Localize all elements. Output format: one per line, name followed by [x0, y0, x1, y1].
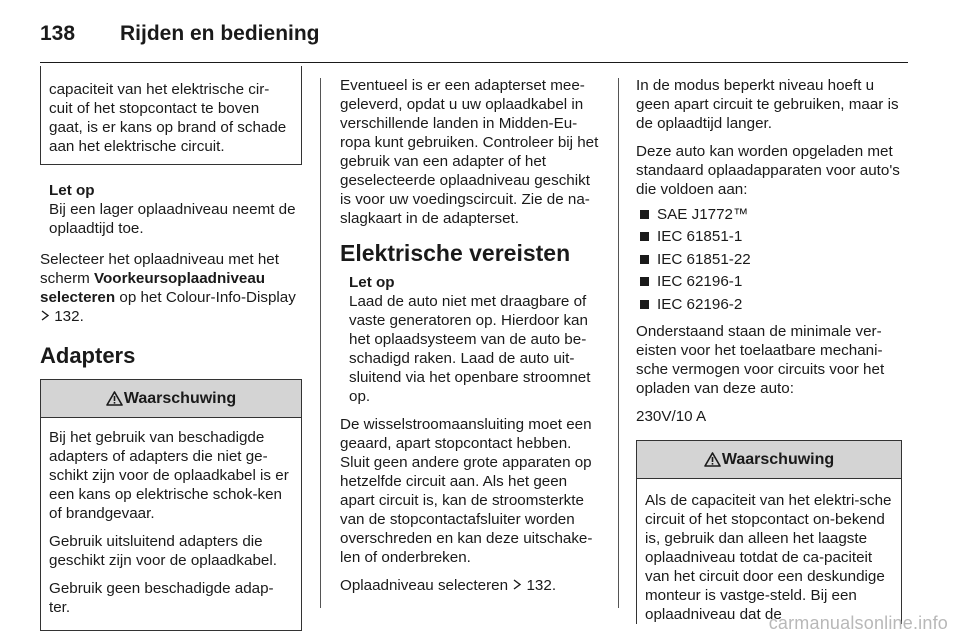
warning-box-body	[637, 479, 901, 624]
warning-box-continued	[40, 66, 302, 165]
bullet-square-icon	[640, 232, 649, 241]
voltage-rating: 230V/10 A	[636, 407, 707, 425]
list-item: IEC 61851-22	[636, 248, 902, 271]
warning-continued-line-1: capaciteit van het elektrische cir-	[49, 81, 270, 98]
column-divider-1	[320, 78, 321, 608]
page-reference[interactable]: 132.	[54, 308, 84, 325]
standards-list	[636, 203, 902, 316]
column-3	[636, 76, 902, 624]
adapter-set-paragraph: Eventueel is er een adapterset mee-geleverd, opdat u uw oplaadkabel in verschillende landen in Midden-Eu-ropa kunt gebruiken. Controleer bij het gebruik van een adapter of het geselecteerde oplaadniveau geschikt is voor uw voedingscircuit. Zie de na-slagkaart in de adapterset.	[340, 77, 599, 227]
warning-box-header	[637, 441, 901, 479]
note-label: Let op	[49, 182, 95, 199]
column-divider-2	[618, 78, 619, 608]
warning-paragraph-3: Gebruik geen beschadigde adap-ter.	[49, 580, 274, 616]
select-level-paragraph	[40, 250, 302, 326]
note-block-generators	[340, 273, 602, 406]
note-text: Laad de auto niet met draagbare of vaste generatoren op. Hierdoor kan het oplaadsysteem van de auto be-schadigd raken. Laad de auto uit-sluitend via het openbare stroomnet op.	[349, 293, 591, 405]
watermark: carmanualsonline.info	[768, 613, 948, 633]
select-level-reference	[340, 576, 602, 595]
bullet-square-icon	[640, 277, 649, 286]
page-header	[40, 14, 320, 54]
warning-title: Waarschuwing	[721, 450, 835, 468]
column-1	[40, 66, 302, 631]
standards-intro-paragraph: Deze auto kan worden opgeladen met standaard oplaadapparaten voor auto's die voldoen aan:	[636, 143, 900, 198]
warning-triangle-icon	[704, 452, 721, 467]
bullet-square-icon	[640, 255, 649, 264]
list-item: SAE J1772™	[636, 203, 902, 226]
warning-triangle-icon	[106, 391, 123, 406]
ac-connection-paragraph: De wisselstroomaansluiting moet een geaard, apart stopcontact hebben. Sluit geen andere grote apparaten op hetzelfde circuit aan. Als het geen apart circuit is, kan de stroomsterkte van de stopcontactafsluiter worden overschreden en kan deze uitschake-len of onderbreken.	[340, 416, 593, 566]
page-reference-arrow-icon	[40, 307, 50, 326]
bullet-square-icon	[640, 210, 649, 219]
electrical-requirements-heading: Elektrische vereisten	[340, 240, 571, 266]
adapters-heading: Adapters	[40, 343, 136, 368]
list-item: IEC 61851-1	[636, 226, 902, 249]
note-label: Let op	[349, 274, 395, 291]
warning-box-capacity	[636, 440, 902, 624]
page-reference-arrow-icon	[512, 576, 522, 595]
bullet-square-icon	[640, 300, 649, 309]
warning-paragraph-1: Bij het gebruik van beschadigde adapters of adapters die niet ge-schikt zijn voor de oplaadkabel is er een kans op elektrische schok-ken of brandgevaar.	[49, 429, 289, 522]
page-number: 138	[40, 22, 76, 45]
warning-continued-line-2: cuit of het stopcontact te boven	[49, 100, 260, 117]
warning-paragraph: Als de capaciteit van het elektri-sche circuit of het stopcontact on-bekend is, gebruik dan alleen het laagste oplaadniveau totdat de ca-paciteit van het circuit door een deskundige monteur is vastge-steld. Bij een oplaadniveau dat de	[645, 491, 892, 623]
select-bold-label: Voorkeursoplaadniveau selecteren	[40, 270, 266, 306]
note-block	[40, 181, 302, 238]
header-rule	[40, 62, 908, 63]
select-level-text: Oplaadniveau selecteren	[340, 577, 513, 594]
warning-box-body	[41, 418, 301, 630]
warning-continued-line-3: gaat, is er kans op brand of schade	[49, 119, 287, 136]
select-text-start: Selecteer het oplaadniveau met het scherm	[40, 251, 279, 287]
column-2	[340, 76, 602, 604]
select-text-end: op het Colour-Info-Display	[115, 289, 296, 306]
limited-mode-paragraph: In de modus beperkt niveau hoeft u geen apart circuit te gebruiken, maar is de oplaadtijd langer.	[636, 77, 899, 132]
page-reference[interactable]: 132.	[526, 577, 557, 594]
minimum-requirements-paragraph: Onderstaand staan de minimale ver-eisten voor het toelaatbare mechani-sche vermogen voor circuits voor het opladen van deze auto:	[636, 322, 885, 397]
page-title: Rijden en bediening	[120, 22, 320, 45]
warning-title: Waarschuwing	[123, 390, 237, 407]
warning-box-adapters	[40, 379, 302, 631]
list-item: IEC 62196-1	[636, 271, 902, 294]
note-text: Bij een lager oplaadniveau neemt de oplaadtijd toe.	[49, 201, 296, 237]
list-item: IEC 62196-2	[636, 293, 902, 316]
warning-continued-line-4: aan het elektrische circuit.	[49, 138, 225, 155]
warning-box-header	[41, 380, 301, 418]
warning-paragraph-2: Gebruik uitsluitend adapters die geschikt zijn voor de oplaadkabel.	[49, 533, 277, 569]
